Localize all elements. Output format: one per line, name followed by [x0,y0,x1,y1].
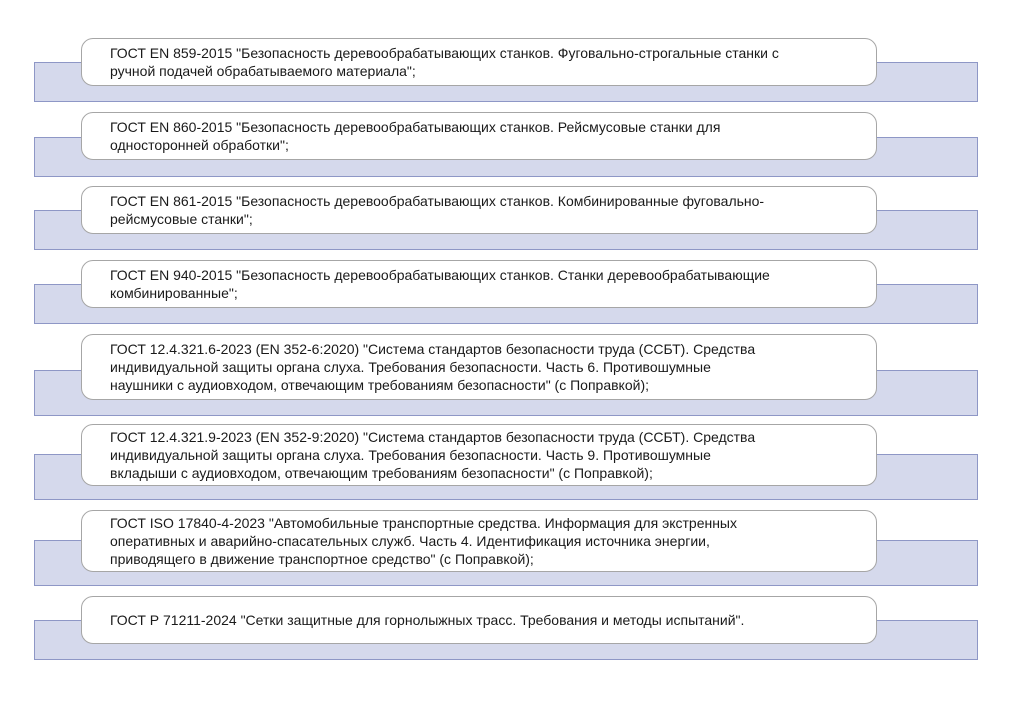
item-text: ГОСТ EN 861-2015 "Безопасность деревообрабатывающих станков. Комбинированные фуговально- рейсмусовые станки"; [110,193,765,227]
item-text: ГОСТ 12.4.321.6-2023 (EN 352-6:2020) "Система стандартов безопасности труда (ССБТ). Средства индивидуальной защиты органа слуха. Требования безопасности. Часть 6. Противошумные наушники с аудиовходом, отвечающим требованиям безопасности" (с Поправкой); [110,341,756,393]
item-text: ГОСТ ISO 17840-4-2023 "Автомобильные транспортные средства. Информация для экстренных оперативных и аварийно-спасательных служб. Часть 4. Идентификация источника энергии, приводящего в движение транспортное средство" (с Поправкой); [110,515,737,567]
item-text: ГОСТ EN 940-2015 "Безопасность деревообрабатывающих станков. Станки деревообрабатывающие комбинированные"; [110,267,770,301]
item-card [81,424,877,486]
item-card [81,334,877,400]
item-text: ГОСТ 12.4.321.9-2023 (EN 352-9:2020) "Система стандартов безопасности труда (ССБТ). Средства индивидуальной защиты органа слуха. Требования безопасности. Часть 9. Противошумные вкладыши с аудиовходом, отвечающим требованиям безопасности" (с Поправкой); [110,429,756,481]
item-text: ГОСТ EN 860-2015 "Безопасность деревообрабатывающих станков. Рейсмусовые станки для односторонней обработки"; [110,119,721,153]
item-card [81,260,877,308]
item-card [81,596,877,644]
item-card [81,38,877,86]
item-card [81,510,877,572]
item-card [81,112,877,160]
item-card [81,186,877,234]
item-text: ГОСТ EN 859-2015 "Безопасность деревообрабатывающих станков. Фуговально-строгальные станки с ручной подачей обрабатываемого материала"; [110,45,779,79]
item-text: ГОСТ Р 71211-2024 "Сетки защитные для горнолыжных трасс. Требования и методы испытаний". [110,612,745,628]
